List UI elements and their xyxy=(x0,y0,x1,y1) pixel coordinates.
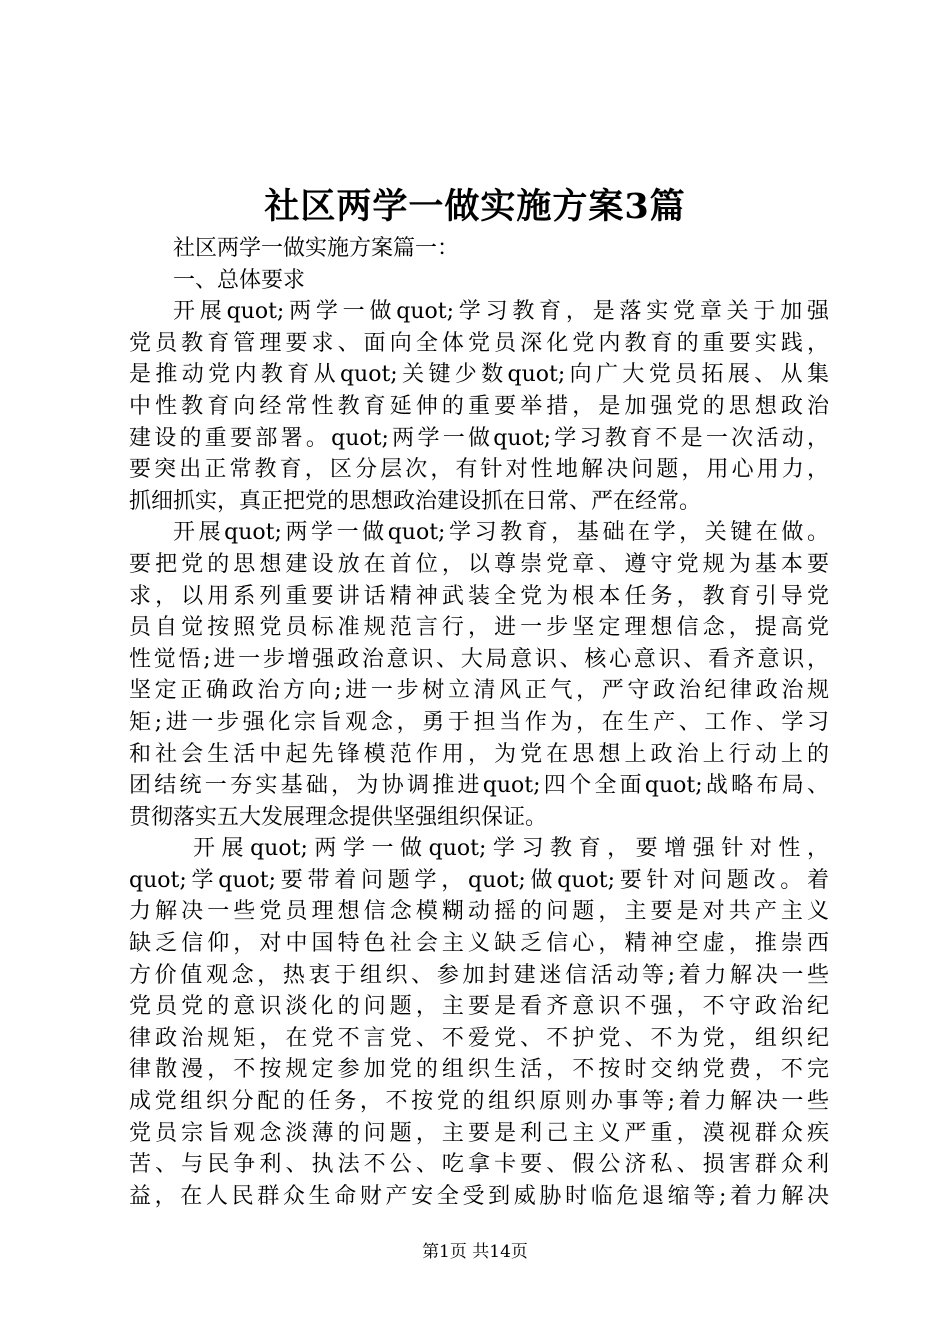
text-line: 成党组织分配的任务，不按党的组织原则办事等;着力解决一些 xyxy=(129,1089,829,1115)
text-line: 是推动党内教育从quot;关键少数quot;向广大党员拓展、从集 xyxy=(129,362,829,388)
text-line: 要突出正常教育，区分层次，有针对性地解决问题，用心用力， xyxy=(129,457,829,483)
text-line: 益，在人民群众生命财产安全受到威胁时临危退缩等;着力解决 xyxy=(129,1183,829,1209)
text-line: 中性教育向经常性教育延伸的重要举措，是加强党的思想政治 xyxy=(129,393,829,419)
text-line: 要把党的思想建设放在首位，以尊崇党章、遵守党规为基本要 xyxy=(129,551,829,577)
text-line: 员自觉按照党员标准规范言行，进一步坚定理想信念，提高党 xyxy=(129,615,829,641)
text-line: 坚定正确政治方向;进一步树立清风正气，严守政治纪律政治规 xyxy=(129,678,829,704)
text-line: 党员宗旨观念淡薄的问题，主要是利己主义严重，漠视群众疾 xyxy=(129,1120,829,1146)
text-line: 性觉悟;进一步增强政治意识、大局意识、核心意识、看齐意识， xyxy=(129,646,829,672)
text-line: 矩;进一步强化宗旨观念，勇于担当作为，在生产、工作、学习 xyxy=(129,709,829,735)
text-line: 苦、与民争利、执法不公、吃拿卡要、假公济私、损害群众利 xyxy=(129,1152,829,1178)
text-line: 开展quot;两学一做quot;学习教育，要增强针对性， xyxy=(193,836,829,862)
text-line: 律散漫，不按规定参加党的组织生活，不按时交纳党费，不完 xyxy=(129,1057,829,1083)
text-line: 党员党的意识淡化的问题，主要是看齐意识不强，不守政治纪 xyxy=(129,994,829,1020)
text-line: 求，以用系列重要讲话精神武装全党为根本任务，教育引导党 xyxy=(129,583,829,609)
page-number-footer: 第1页 共14页 xyxy=(422,1242,528,1262)
text-line: 一、总体要求 xyxy=(173,267,306,293)
text-line: 党员教育管理要求、面向全体党员深化党内教育的重要实践， xyxy=(129,330,829,356)
text-line: 律政治规矩，在党不言党、不爱党、不护党、不为党，组织纪 xyxy=(129,1025,829,1051)
text-line: 团结统一夯实基础，为协调推进quot;四个全面quot;战略布局、 xyxy=(129,773,829,799)
text-line: 力解决一些党员理想信念模糊动摇的问题，主要是对共产主义 xyxy=(129,899,829,925)
text-line: 贯彻落实五大发展理念提供坚强组织保证。 xyxy=(129,804,548,830)
text-line: 建设的重要部署。quot;两学一做quot;学习教育不是一次活动， xyxy=(129,425,829,451)
text-line: 社区两学一做实施方案篇一： xyxy=(173,236,460,261)
text-line: 开展quot;两学一做quot;学习教育，是落实党章关于加强 xyxy=(173,299,829,325)
text-line: quot;学quot;要带着问题学，quot;做quot;要针对问题改。着 xyxy=(129,867,829,893)
document-title: 社区两学一做实施方案3篇 xyxy=(264,186,686,227)
text-line: 开展quot;两学一做quot;学习教育，基础在学，关键在做。 xyxy=(173,520,829,546)
document-body xyxy=(129,233,829,1212)
text-line: 缺乏信仰，对中国特色社会主义缺乏信心，精神空虚，推崇西 xyxy=(129,931,829,957)
text-line: 方价值观念，热衷于组织、参加封建迷信活动等;着力解决一些 xyxy=(129,962,829,988)
text-line: 抓细抓实，真正把党的思想政治建设抓在日常、严在经常。 xyxy=(129,488,702,514)
text-line: 和社会生活中起先锋模范作用，为党在思想上政治上行动上的 xyxy=(129,741,829,767)
